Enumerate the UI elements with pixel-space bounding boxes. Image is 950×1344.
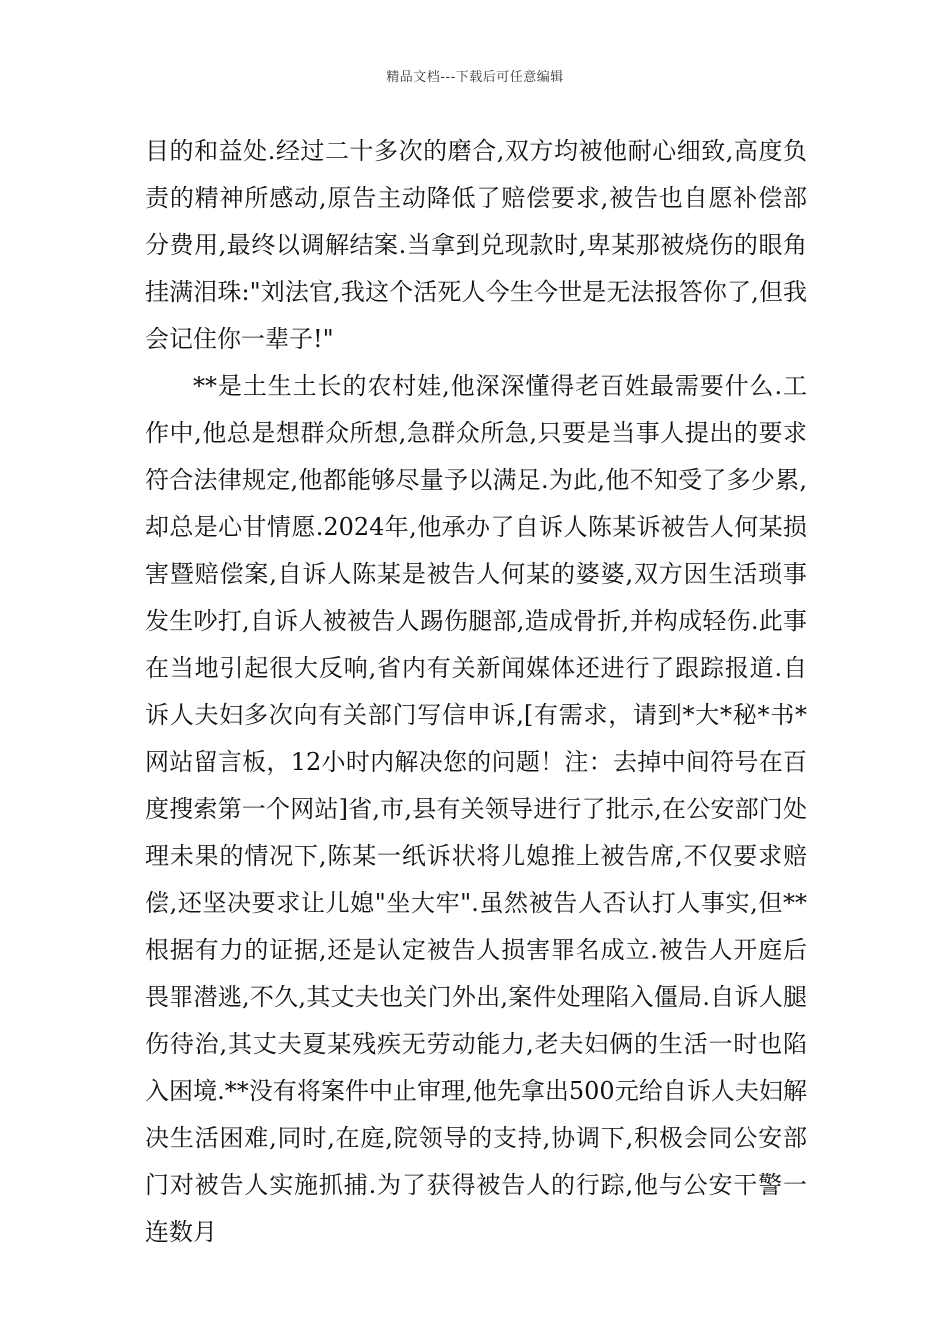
page-header: 精品文档---下载后可任意编辑 xyxy=(386,70,564,85)
document-body xyxy=(145,128,807,1256)
paragraph-1: 目的和益处.经过二十多次的磨合,双方均被他耐心细致,高度负责的精神所感动,原告主动降低了赔偿要求,被告也自愿补偿部分费用,最终以调解结案.当拿到兑现款时,卑某那被烧伤的眼角挂满泪珠:"刘法官,我这个活死人今生今世是无法报答你了,但我会记住你一辈子!" xyxy=(145,137,807,353)
paragraph-2: **是土生土长的农村娃,他深深懂得老百姓最需要什么.工作中,他总是想群众所想,急群众所急,只要是当事人提出的要求符合法律规定,他都能够尽量予以满足.为此,他不知受了多少累,却总是心甘情愿.2024年,他承办了自诉人陈某诉被告人何某损害暨赔偿案,自诉人陈某是被告人何某的婆婆,双方因生活琐事发生吵打,自诉人被被告人踢伤腿部,造成骨折,并构成轻伤.此事在当地引起很大反响,省内有关新闻媒体还进行了跟踪报道.自诉人夫妇多次向有关部门写信申诉,[有需求，请到*大*秘*书*网站留言板，12小时内解决您的问题！注：去掉中间符号在百度搜索第一个网站]省,市,县有关领导进行了批示,在公安部门处理未果的情况下,陈某一纸诉状将儿媳推上被告席,不仅要求赔偿,还坚决要求让儿媳"坐大牢".虽然被告人否认打人事实,但**根据有力的证据,还是认定被告人损害罪名成立.被告人开庭后畏罪潜逃,不久,其丈夫也关门外出,案件处理陷入僵局.自诉人腿伤待治,其丈夫夏某残疾无劳动能力,老夫妇俩的生活一时也陷入困境.**没有将案件中止审理,他先拿出500元给自诉人夫妇解决生活困难,同时,在庭,院领导的支持,协调下,积极会同公安部门对被告人实施抓捕.为了获得被告人的行踪,他与公安干警一连数月 xyxy=(145,372,807,1246)
